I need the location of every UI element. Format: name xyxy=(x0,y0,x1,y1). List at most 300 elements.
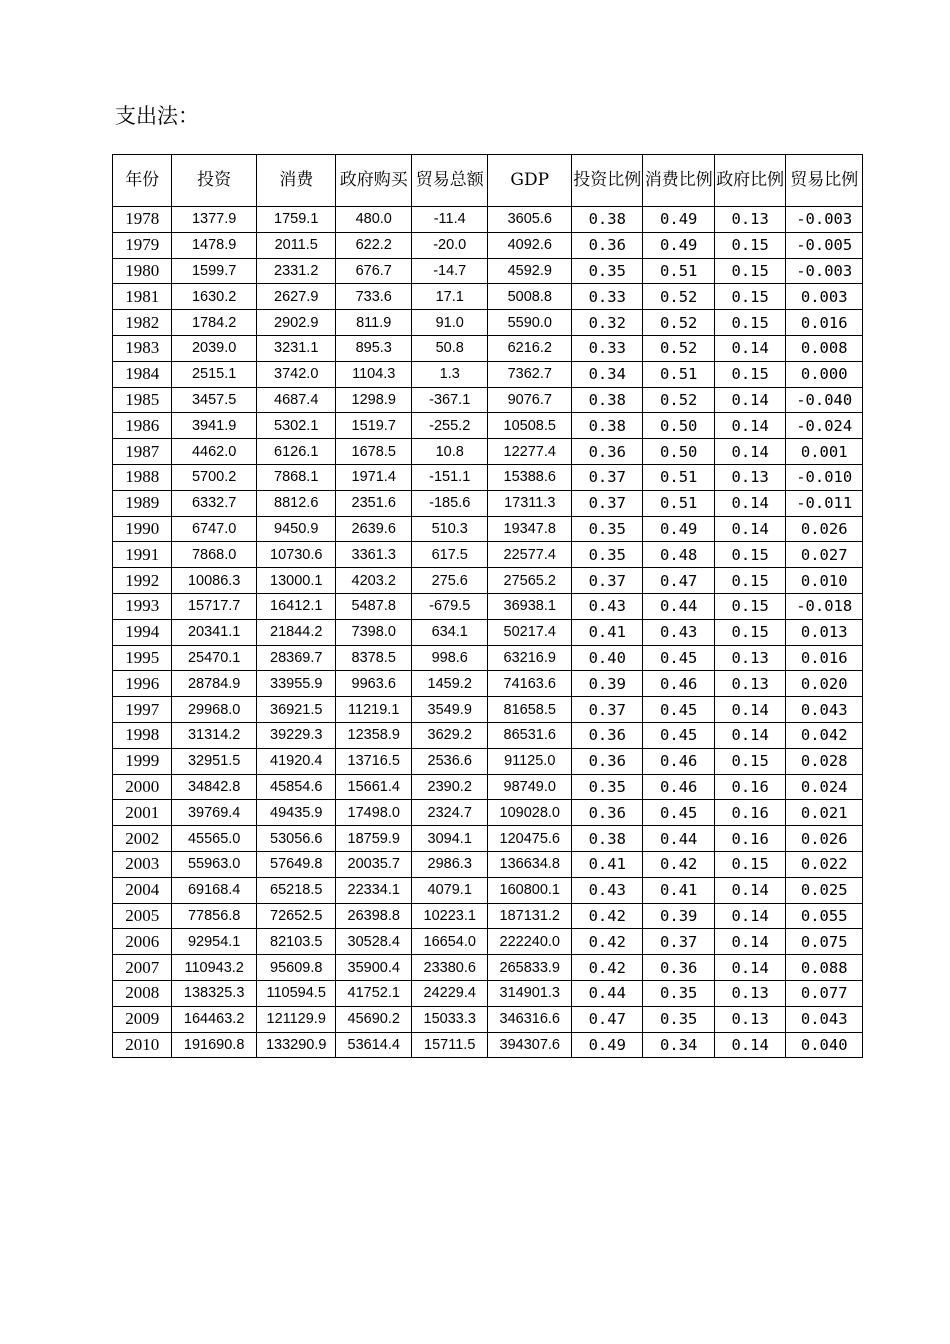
value-cell: 7868.1 xyxy=(256,464,336,490)
ratio-cell: 0.45 xyxy=(643,722,714,748)
column-header: 贸易总额 xyxy=(411,155,488,207)
ratio-cell: 0.15 xyxy=(714,232,785,258)
year-cell: 1999 xyxy=(113,748,172,774)
value-cell: 18759.9 xyxy=(336,826,412,852)
value-cell: 9963.6 xyxy=(336,671,412,697)
ratio-cell: 0.35 xyxy=(572,516,643,542)
value-cell: 1519.7 xyxy=(336,413,412,439)
value-cell: 49435.9 xyxy=(256,800,336,826)
ratio-cell: 0.49 xyxy=(643,516,714,542)
year-cell: 1994 xyxy=(113,619,172,645)
ratio-cell: 0.15 xyxy=(714,568,785,594)
value-cell: 50.8 xyxy=(411,335,488,361)
year-cell: 2008 xyxy=(113,980,172,1006)
value-cell: 5700.2 xyxy=(172,464,257,490)
value-cell: -185.6 xyxy=(411,490,488,516)
ratio-cell: 0.36 xyxy=(643,955,714,981)
value-cell: 21844.2 xyxy=(256,619,336,645)
ratio-cell: -0.005 xyxy=(786,232,863,258)
value-cell: 26398.8 xyxy=(336,903,412,929)
value-cell: 55963.0 xyxy=(172,851,257,877)
year-cell: 2000 xyxy=(113,774,172,800)
ratio-cell: 0.47 xyxy=(643,568,714,594)
value-cell: 95609.8 xyxy=(256,955,336,981)
table-row xyxy=(113,671,863,697)
ratio-cell: 0.38 xyxy=(572,207,643,233)
value-cell: 41752.1 xyxy=(336,980,412,1006)
table-row xyxy=(113,413,863,439)
ratio-cell: 0.15 xyxy=(714,258,785,284)
value-cell: 121129.9 xyxy=(256,1006,336,1032)
value-cell: 1459.2 xyxy=(411,671,488,697)
ratio-cell: 0.43 xyxy=(572,593,643,619)
value-cell: 7868.0 xyxy=(172,542,257,568)
value-cell: 17498.0 xyxy=(336,800,412,826)
ratio-cell: -0.003 xyxy=(786,258,863,284)
value-cell: 480.0 xyxy=(336,207,412,233)
value-cell: 2331.2 xyxy=(256,258,336,284)
value-cell: 3605.6 xyxy=(488,207,572,233)
ratio-cell: -0.011 xyxy=(786,490,863,516)
value-cell: 1784.2 xyxy=(172,310,257,336)
ratio-cell: 0.42 xyxy=(643,851,714,877)
page-title: 支出法： xyxy=(115,104,199,128)
header-row xyxy=(113,155,863,207)
value-cell: 45690.2 xyxy=(336,1006,412,1032)
ratio-cell: 0.14 xyxy=(714,1032,785,1058)
year-cell: 1997 xyxy=(113,697,172,723)
value-cell: -14.7 xyxy=(411,258,488,284)
ratio-cell: 0.15 xyxy=(714,748,785,774)
value-cell: 7398.0 xyxy=(336,619,412,645)
ratio-cell: 0.077 xyxy=(786,980,863,1006)
year-cell: 1985 xyxy=(113,387,172,413)
table-row xyxy=(113,851,863,877)
value-cell: 109028.0 xyxy=(488,800,572,826)
value-cell: 4462.0 xyxy=(172,439,257,465)
ratio-cell: 0.016 xyxy=(786,645,863,671)
year-cell: 1995 xyxy=(113,645,172,671)
value-cell: 6216.2 xyxy=(488,335,572,361)
value-cell: 36938.1 xyxy=(488,593,572,619)
ratio-cell: 0.49 xyxy=(643,207,714,233)
ratio-cell: 0.13 xyxy=(714,980,785,1006)
table-row xyxy=(113,258,863,284)
ratio-cell: 0.42 xyxy=(572,929,643,955)
value-cell: 265833.9 xyxy=(488,955,572,981)
value-cell: 15717.7 xyxy=(172,593,257,619)
value-cell: 17311.3 xyxy=(488,490,572,516)
ratio-cell: 0.39 xyxy=(572,671,643,697)
ratio-cell: 0.47 xyxy=(572,1006,643,1032)
value-cell: 13716.5 xyxy=(336,748,412,774)
table-body xyxy=(113,207,863,1058)
ratio-cell: 0.50 xyxy=(643,439,714,465)
ratio-cell: 0.46 xyxy=(643,748,714,774)
ratio-cell: 0.021 xyxy=(786,800,863,826)
ratio-cell: 0.46 xyxy=(643,671,714,697)
value-cell: 82103.5 xyxy=(256,929,336,955)
ratio-cell: 0.13 xyxy=(714,1006,785,1032)
value-cell: 3094.1 xyxy=(411,826,488,852)
ratio-cell: 0.37 xyxy=(572,697,643,723)
year-cell: 1992 xyxy=(113,568,172,594)
ratio-cell: 0.41 xyxy=(572,851,643,877)
year-cell: 1998 xyxy=(113,722,172,748)
value-cell: 5302.1 xyxy=(256,413,336,439)
ratio-cell: 0.14 xyxy=(714,697,785,723)
year-cell: 1990 xyxy=(113,516,172,542)
ratio-cell: 0.50 xyxy=(643,413,714,439)
value-cell: 92954.1 xyxy=(172,929,257,955)
value-cell: 11219.1 xyxy=(336,697,412,723)
value-cell: 187131.2 xyxy=(488,903,572,929)
table-row xyxy=(113,232,863,258)
ratio-cell: 0.37 xyxy=(572,490,643,516)
value-cell: 1104.3 xyxy=(336,361,412,387)
ratio-cell: 0.32 xyxy=(572,310,643,336)
value-cell: 19347.8 xyxy=(488,516,572,542)
year-cell: 2007 xyxy=(113,955,172,981)
year-cell: 1979 xyxy=(113,232,172,258)
value-cell: 34842.8 xyxy=(172,774,257,800)
value-cell: 510.3 xyxy=(411,516,488,542)
ratio-cell: 0.33 xyxy=(572,284,643,310)
value-cell: 275.6 xyxy=(411,568,488,594)
year-cell: 1986 xyxy=(113,413,172,439)
year-cell: 2003 xyxy=(113,851,172,877)
ratio-cell: 0.36 xyxy=(572,748,643,774)
ratio-cell: 0.15 xyxy=(714,284,785,310)
value-cell: 4592.9 xyxy=(488,258,572,284)
value-cell: 28784.9 xyxy=(172,671,257,697)
value-cell: 8378.5 xyxy=(336,645,412,671)
value-cell: 39229.3 xyxy=(256,722,336,748)
ratio-cell: 0.13 xyxy=(714,645,785,671)
value-cell: 98749.0 xyxy=(488,774,572,800)
value-cell: 4687.4 xyxy=(256,387,336,413)
value-cell: 2902.9 xyxy=(256,310,336,336)
table-row xyxy=(113,1032,863,1058)
table-row xyxy=(113,310,863,336)
value-cell: 10730.6 xyxy=(256,542,336,568)
value-cell: 81658.5 xyxy=(488,697,572,723)
ratio-cell: 0.15 xyxy=(714,310,785,336)
ratio-cell: 0.088 xyxy=(786,955,863,981)
ratio-cell: 0.38 xyxy=(572,387,643,413)
ratio-cell: 0.42 xyxy=(572,903,643,929)
value-cell: 1.3 xyxy=(411,361,488,387)
value-cell: 53614.4 xyxy=(336,1032,412,1058)
value-cell: 136634.8 xyxy=(488,851,572,877)
ratio-cell: -0.010 xyxy=(786,464,863,490)
table-row xyxy=(113,722,863,748)
value-cell: 1599.7 xyxy=(172,258,257,284)
value-cell: 29968.0 xyxy=(172,697,257,723)
value-cell: 733.6 xyxy=(336,284,412,310)
ratio-cell: 0.027 xyxy=(786,542,863,568)
value-cell: 3629.2 xyxy=(411,722,488,748)
ratio-cell: 0.013 xyxy=(786,619,863,645)
table-row xyxy=(113,439,863,465)
value-cell: 30528.4 xyxy=(336,929,412,955)
column-header: GDP xyxy=(488,155,572,207)
ratio-cell: 0.14 xyxy=(714,929,785,955)
value-cell: 2639.6 xyxy=(336,516,412,542)
ratio-cell: 0.14 xyxy=(714,335,785,361)
value-cell: 22334.1 xyxy=(336,877,412,903)
table-header xyxy=(113,155,863,207)
value-cell: 811.9 xyxy=(336,310,412,336)
ratio-cell: 0.37 xyxy=(572,464,643,490)
value-cell: 133290.9 xyxy=(256,1032,336,1058)
ratio-cell: 0.020 xyxy=(786,671,863,697)
ratio-cell: 0.024 xyxy=(786,774,863,800)
value-cell: 2324.7 xyxy=(411,800,488,826)
value-cell: 33955.9 xyxy=(256,671,336,697)
value-cell: 5590.0 xyxy=(488,310,572,336)
ratio-cell: 0.14 xyxy=(714,516,785,542)
value-cell: 12277.4 xyxy=(488,439,572,465)
ratio-cell: 0.13 xyxy=(714,464,785,490)
ratio-cell: -0.018 xyxy=(786,593,863,619)
value-cell: 53056.6 xyxy=(256,826,336,852)
column-header: 消费 xyxy=(256,155,336,207)
ratio-cell: 0.36 xyxy=(572,800,643,826)
ratio-cell: 0.41 xyxy=(572,619,643,645)
ratio-cell: 0.46 xyxy=(643,774,714,800)
value-cell: 2627.9 xyxy=(256,284,336,310)
value-cell: 24229.4 xyxy=(411,980,488,1006)
value-cell: 1630.2 xyxy=(172,284,257,310)
year-cell: 1989 xyxy=(113,490,172,516)
ratio-cell: 0.44 xyxy=(643,826,714,852)
value-cell: 2536.6 xyxy=(411,748,488,774)
ratio-cell: 0.34 xyxy=(572,361,643,387)
ratio-cell: 0.15 xyxy=(714,361,785,387)
ratio-cell: 0.14 xyxy=(714,955,785,981)
ratio-cell: 0.35 xyxy=(572,542,643,568)
value-cell: 110943.2 xyxy=(172,955,257,981)
value-cell: 3361.3 xyxy=(336,542,412,568)
year-cell: 1984 xyxy=(113,361,172,387)
value-cell: 10.8 xyxy=(411,439,488,465)
value-cell: -11.4 xyxy=(411,207,488,233)
ratio-cell: 0.14 xyxy=(714,903,785,929)
value-cell: 160800.1 xyxy=(488,877,572,903)
value-cell: 1478.9 xyxy=(172,232,257,258)
value-cell: -151.1 xyxy=(411,464,488,490)
value-cell: 57649.8 xyxy=(256,851,336,877)
value-cell: 4203.2 xyxy=(336,568,412,594)
value-cell: 9450.9 xyxy=(256,516,336,542)
ratio-cell: 0.14 xyxy=(714,439,785,465)
table-row xyxy=(113,955,863,981)
table-row xyxy=(113,284,863,310)
ratio-cell: 0.16 xyxy=(714,800,785,826)
value-cell: -367.1 xyxy=(411,387,488,413)
table-row xyxy=(113,826,863,852)
year-cell: 1996 xyxy=(113,671,172,697)
value-cell: 1377.9 xyxy=(172,207,257,233)
ratio-cell: 0.49 xyxy=(572,1032,643,1058)
ratio-cell: 0.48 xyxy=(643,542,714,568)
ratio-cell: 0.14 xyxy=(714,413,785,439)
table-row xyxy=(113,568,863,594)
table-row xyxy=(113,542,863,568)
column-header: 政府比例 xyxy=(714,155,785,207)
ratio-cell: 0.51 xyxy=(643,258,714,284)
ratio-cell: 0.45 xyxy=(643,800,714,826)
ratio-cell: 0.36 xyxy=(572,439,643,465)
value-cell: 3457.5 xyxy=(172,387,257,413)
column-header: 投资 xyxy=(172,155,257,207)
value-cell: -679.5 xyxy=(411,593,488,619)
table-row xyxy=(113,516,863,542)
table-row xyxy=(113,1006,863,1032)
value-cell: 634.1 xyxy=(411,619,488,645)
value-cell: 895.3 xyxy=(336,335,412,361)
value-cell: 3549.9 xyxy=(411,697,488,723)
value-cell: 164463.2 xyxy=(172,1006,257,1032)
value-cell: 45565.0 xyxy=(172,826,257,852)
value-cell: 4079.1 xyxy=(411,877,488,903)
value-cell: 2351.6 xyxy=(336,490,412,516)
ratio-cell: 0.043 xyxy=(786,697,863,723)
ratio-cell: 0.43 xyxy=(572,877,643,903)
table-row xyxy=(113,877,863,903)
ratio-cell: 0.14 xyxy=(714,877,785,903)
value-cell: 15388.6 xyxy=(488,464,572,490)
year-cell: 2009 xyxy=(113,1006,172,1032)
value-cell: 15661.4 xyxy=(336,774,412,800)
year-cell: 1982 xyxy=(113,310,172,336)
ratio-cell: 0.33 xyxy=(572,335,643,361)
value-cell: 3231.1 xyxy=(256,335,336,361)
ratio-cell: 0.49 xyxy=(643,232,714,258)
table-row xyxy=(113,645,863,671)
value-cell: 394307.6 xyxy=(488,1032,572,1058)
year-cell: 2001 xyxy=(113,800,172,826)
ratio-cell: 0.026 xyxy=(786,516,863,542)
value-cell: 7362.7 xyxy=(488,361,572,387)
ratio-cell: -0.003 xyxy=(786,207,863,233)
ratio-cell: 0.13 xyxy=(714,207,785,233)
ratio-cell: 0.14 xyxy=(714,722,785,748)
value-cell: 91125.0 xyxy=(488,748,572,774)
ratio-cell: 0.52 xyxy=(643,284,714,310)
value-cell: 6747.0 xyxy=(172,516,257,542)
ratio-cell: 0.38 xyxy=(572,826,643,852)
column-header: 年份 xyxy=(113,155,172,207)
year-cell: 2004 xyxy=(113,877,172,903)
ratio-cell: 0.37 xyxy=(572,568,643,594)
value-cell: 5487.8 xyxy=(336,593,412,619)
value-cell: 2515.1 xyxy=(172,361,257,387)
value-cell: -20.0 xyxy=(411,232,488,258)
value-cell: 6126.1 xyxy=(256,439,336,465)
ratio-cell: 0.52 xyxy=(643,335,714,361)
ratio-cell: 0.42 xyxy=(572,955,643,981)
value-cell: 617.5 xyxy=(411,542,488,568)
table-row xyxy=(113,361,863,387)
ratio-cell: 0.055 xyxy=(786,903,863,929)
ratio-cell: 0.14 xyxy=(714,490,785,516)
value-cell: 63216.9 xyxy=(488,645,572,671)
column-header: 贸易比例 xyxy=(786,155,863,207)
value-cell: 15711.5 xyxy=(411,1032,488,1058)
ratio-cell: 0.35 xyxy=(572,258,643,284)
value-cell: 86531.6 xyxy=(488,722,572,748)
value-cell: 138325.3 xyxy=(172,980,257,1006)
value-cell: 16412.1 xyxy=(256,593,336,619)
year-cell: 1988 xyxy=(113,464,172,490)
year-cell: 1983 xyxy=(113,335,172,361)
ratio-cell: 0.44 xyxy=(572,980,643,1006)
ratio-cell: 0.52 xyxy=(643,310,714,336)
value-cell: 2011.5 xyxy=(256,232,336,258)
value-cell: 23380.6 xyxy=(411,955,488,981)
year-cell: 1980 xyxy=(113,258,172,284)
ratio-cell: 0.16 xyxy=(714,774,785,800)
value-cell: 65218.5 xyxy=(256,877,336,903)
value-cell: 2390.2 xyxy=(411,774,488,800)
year-cell: 1991 xyxy=(113,542,172,568)
value-cell: 2039.0 xyxy=(172,335,257,361)
ratio-cell: 0.042 xyxy=(786,722,863,748)
table-row xyxy=(113,387,863,413)
year-cell: 1993 xyxy=(113,593,172,619)
value-cell: 72652.5 xyxy=(256,903,336,929)
table-row xyxy=(113,929,863,955)
table-row xyxy=(113,490,863,516)
table-row xyxy=(113,774,863,800)
expenditure-table xyxy=(112,154,863,1058)
value-cell: 13000.1 xyxy=(256,568,336,594)
value-cell: 20035.7 xyxy=(336,851,412,877)
value-cell: 120475.6 xyxy=(488,826,572,852)
table-row xyxy=(113,207,863,233)
value-cell: 45854.6 xyxy=(256,774,336,800)
ratio-cell: 0.51 xyxy=(643,361,714,387)
ratio-cell: 0.008 xyxy=(786,335,863,361)
ratio-cell: 0.36 xyxy=(572,722,643,748)
value-cell: 20341.1 xyxy=(172,619,257,645)
year-cell: 2005 xyxy=(113,903,172,929)
value-cell: 8812.6 xyxy=(256,490,336,516)
value-cell: 39769.4 xyxy=(172,800,257,826)
ratio-cell: 0.14 xyxy=(714,387,785,413)
value-cell: 4092.6 xyxy=(488,232,572,258)
column-header: 投资比例 xyxy=(572,155,643,207)
value-cell: 31314.2 xyxy=(172,722,257,748)
table-row xyxy=(113,335,863,361)
value-cell: 41920.4 xyxy=(256,748,336,774)
ratio-cell: 0.34 xyxy=(643,1032,714,1058)
table-row xyxy=(113,619,863,645)
table-row xyxy=(113,903,863,929)
value-cell: 1759.1 xyxy=(256,207,336,233)
ratio-cell: 0.026 xyxy=(786,826,863,852)
ratio-cell: 0.15 xyxy=(714,619,785,645)
ratio-cell: 0.43 xyxy=(643,619,714,645)
value-cell: 28369.7 xyxy=(256,645,336,671)
value-cell: 10223.1 xyxy=(411,903,488,929)
value-cell: 9076.7 xyxy=(488,387,572,413)
value-cell: 222240.0 xyxy=(488,929,572,955)
table-row xyxy=(113,800,863,826)
table-row xyxy=(113,697,863,723)
